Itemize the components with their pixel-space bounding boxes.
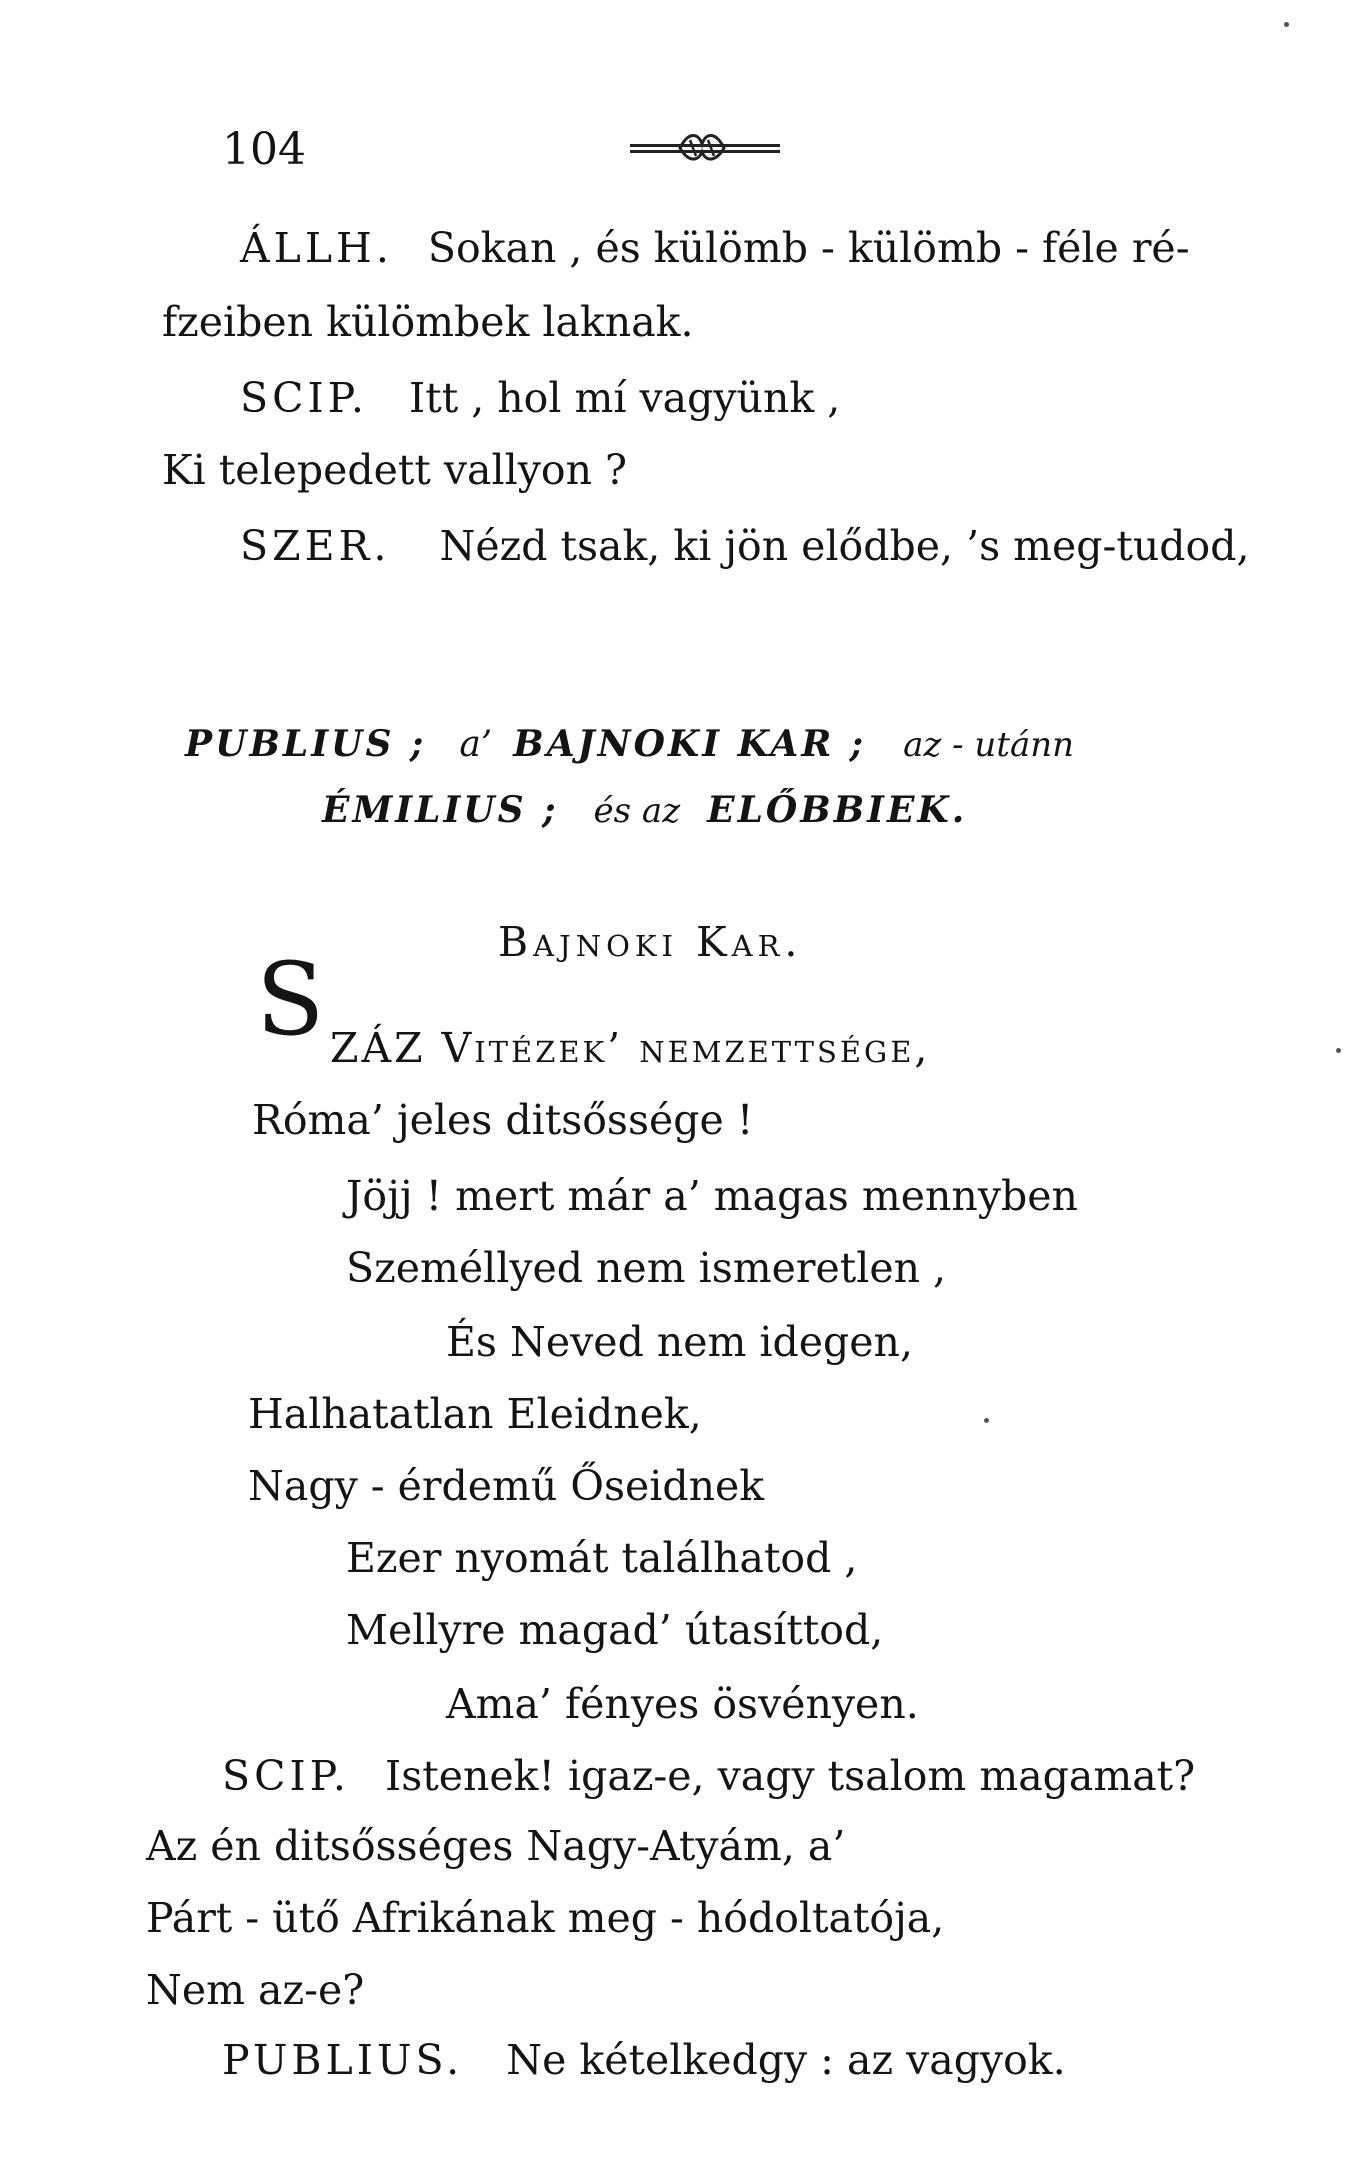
scan-speck	[1284, 22, 1289, 27]
verse-line: Ezer nyomát találhatod ,	[346, 1534, 858, 1582]
dialogue-line	[146, 1966, 365, 2014]
character-name: PUBLIUS ;	[185, 723, 427, 765]
verse-line: Róma’ jeles ditsőssége !	[252, 1096, 754, 1144]
character-name: BAJNOKI KAR ;	[513, 723, 867, 765]
scan-speck	[1336, 1048, 1341, 1053]
drop-cap: S	[256, 941, 325, 1058]
dialogue-line	[162, 446, 627, 494]
dialogue-line	[146, 1894, 945, 1942]
verse-line	[330, 1024, 931, 1072]
line-text: Az én ditsősséges Nagy-Atyám, a’	[146, 1822, 846, 1870]
dialogue-line	[240, 224, 1190, 272]
character-name: ÉMILIUS ;	[322, 789, 559, 831]
stage-direction-line	[185, 722, 1074, 763]
verse-text: ZÁZ Vitézek’ nemzettsége,	[330, 1024, 931, 1072]
stage-direction-line	[322, 788, 967, 829]
line-text: fzeiben külömbek laknak.	[162, 298, 694, 346]
ornament-icon	[630, 130, 780, 164]
dialogue-line	[240, 522, 1250, 570]
speaker-label: ÁLLH.	[240, 224, 393, 272]
line-text: Ki telepedett vallyon ?	[162, 446, 627, 494]
verse-line: Ama’ fényes ösvényen.	[446, 1680, 919, 1728]
line-text: Itt , hol mí vagyünk ,	[409, 374, 841, 422]
dialogue-line	[240, 374, 841, 422]
line-text: Sokan , és külömb - külömb - féle ré-	[427, 224, 1190, 272]
page-number: 104	[222, 124, 306, 175]
conjunction: az - utánn	[903, 725, 1075, 765]
dialogue-line	[222, 2036, 1066, 2084]
line-text: Nézd tsak, ki jön elődbe, ’s meg-tudod,	[439, 522, 1250, 570]
verse-line: Mellyre magad’ útasíttod,	[346, 1606, 884, 1654]
verse-line: Jöjj ! mert már a’ magas mennyben	[346, 1172, 1078, 1220]
dialogue-line	[222, 1752, 1196, 1800]
speaker-label: SCIP.	[240, 374, 368, 422]
conjunction: és az	[593, 791, 681, 831]
section-heading: Bajnoki Kar.	[498, 918, 803, 966]
speaker-label: PUBLIUS.	[222, 2036, 464, 2084]
verse-line: Nagy - érdemű Őseidnek	[248, 1462, 765, 1510]
character-name: ELŐBBIEK.	[707, 789, 968, 831]
speaker-label: SZER.	[240, 522, 391, 570]
dialogue-line	[146, 1822, 846, 1870]
line-text: Istenek! igaz-e, vagy tsalom magamat?	[385, 1752, 1196, 1800]
verse-line: Személlyed nem ismeretlen ,	[346, 1244, 947, 1292]
speaker-label: SCIP.	[222, 1752, 350, 1800]
conjunction: a’	[459, 724, 493, 765]
line-text: Ne kételkedgy : az vagyok.	[506, 2036, 1066, 2084]
line-text: Nem az-e?	[146, 1966, 365, 2014]
verse-line: Halhatatlan Eleidnek,	[248, 1390, 702, 1438]
scan-speck	[984, 1418, 989, 1423]
line-text: Párt - ütő Afrikának meg - hódoltatója,	[146, 1894, 945, 1942]
dialogue-line	[162, 298, 694, 346]
verse-line: És Neved nem idegen,	[446, 1318, 913, 1366]
